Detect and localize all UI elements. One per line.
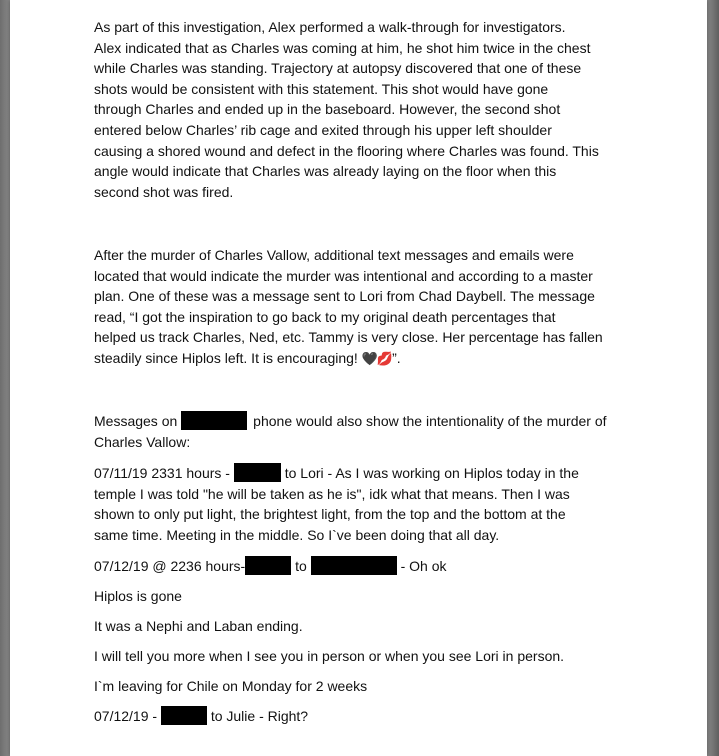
reply-1: [94, 586, 634, 607]
text-segment: phone would also show the intentionality of the murder of: [249, 413, 607, 429]
reply-text: Hiplos is gone: [94, 588, 182, 604]
text-segment: steadily since Hiplos left. It is encouraging!: [94, 349, 362, 366]
closing-quote: ”.: [392, 349, 401, 366]
text-line: same time. Meeting in the middle. So I`ve been doing that all day.: [94, 526, 500, 543]
redaction-bar: [311, 556, 397, 575]
text-line: As part of this investigation, Alex performed a walk-through for investigators.: [94, 19, 566, 35]
message-timestamp: 07/11/19 2331 hours -: [94, 465, 234, 481]
reply-text: It was a Nephi and Laban ending.: [94, 618, 303, 634]
viewer-left-edge: [0, 0, 10, 756]
message-timestamp: 07/12/19 -: [94, 708, 161, 724]
viewer-right-edge: [707, 0, 719, 756]
text-line: temple I was told "he will be taken as he is", idk what that means. Then I was: [94, 485, 570, 502]
text-line: plan. One of these was a message sent to Lori from Chad Daybell. The message: [94, 288, 595, 305]
paragraph-text-messages: [94, 245, 634, 369]
text-line: Charles Vallow:: [94, 433, 191, 450]
paragraph-walkthrough: [94, 17, 634, 202]
reply-text: I`m leaving for Chile on Monday for 2 weeks: [94, 678, 368, 694]
text-line: [94, 411, 634, 432]
text-line: shots would be consistent with this statement. This shot would have gone: [94, 80, 549, 97]
text-line: located that would indicate the murder was intentional and according to a master: [94, 267, 593, 284]
text-line: [94, 556, 634, 577]
text-line: second shot was fired.: [94, 183, 234, 200]
reply-4: [94, 676, 634, 697]
redaction-bar: [181, 411, 247, 430]
text-line: After the murder of Charles Vallow, additional text messages and emails were: [94, 247, 574, 263]
message-timestamp: 07/12/19 @ 2236 hours-: [94, 558, 246, 574]
text-line: read, “I got the inspiration to go back to my original death percentages that: [94, 308, 556, 325]
redaction-bar: [161, 706, 207, 725]
text-line: through Charles and ended up in the baseboard. However, the second shot: [94, 101, 561, 118]
message-07-12-19-2236: [94, 556, 634, 577]
text-segment: to Julie - Right?: [206, 708, 309, 724]
messages-intro: [94, 411, 634, 452]
redaction-bar: [234, 463, 281, 482]
message-07-11-19: [94, 463, 634, 545]
reply-3: [94, 646, 634, 667]
text-line: causing a shored wound and defect in the flooring where Charles was found. This: [94, 142, 599, 159]
text-line: while Charles was standing. Trajectory at autopsy discovered that one of these: [94, 60, 582, 77]
text-segment: - Oh ok: [396, 558, 447, 574]
text-segment: Messages on: [94, 413, 178, 429]
text-line: shown to only put light, the brightest light, from the top and the bottom at the: [94, 506, 566, 523]
text-line: angle would indicate that Charles was already laying on the floor when this: [94, 163, 557, 180]
text-segment: to: [291, 558, 311, 574]
message-07-12-19-julie: [94, 706, 634, 727]
text-line: helped us track Charles, Ned, etc. Tammy is very close. Her percentage has fallen: [94, 329, 603, 346]
text-line: Alex indicated that as Charles was coming at him, he shot him twice in the chest: [94, 39, 591, 56]
text-line: [94, 706, 634, 727]
redaction-bar: [245, 556, 291, 575]
reply-2: [94, 616, 634, 637]
text-line: entered below Charles’ rib cage and exited through his upper left shoulder: [94, 121, 552, 138]
document-page: [10, 0, 707, 756]
reply-text: I will tell you more when I see you in person or when you see Lori in person.: [94, 648, 565, 664]
heart-kiss-emoji: 🖤💋: [361, 350, 393, 366]
text-line: [94, 463, 634, 484]
text-line: [94, 348, 634, 369]
text-segment: to Lori - As I was working on Hiplos today in the: [280, 465, 579, 481]
